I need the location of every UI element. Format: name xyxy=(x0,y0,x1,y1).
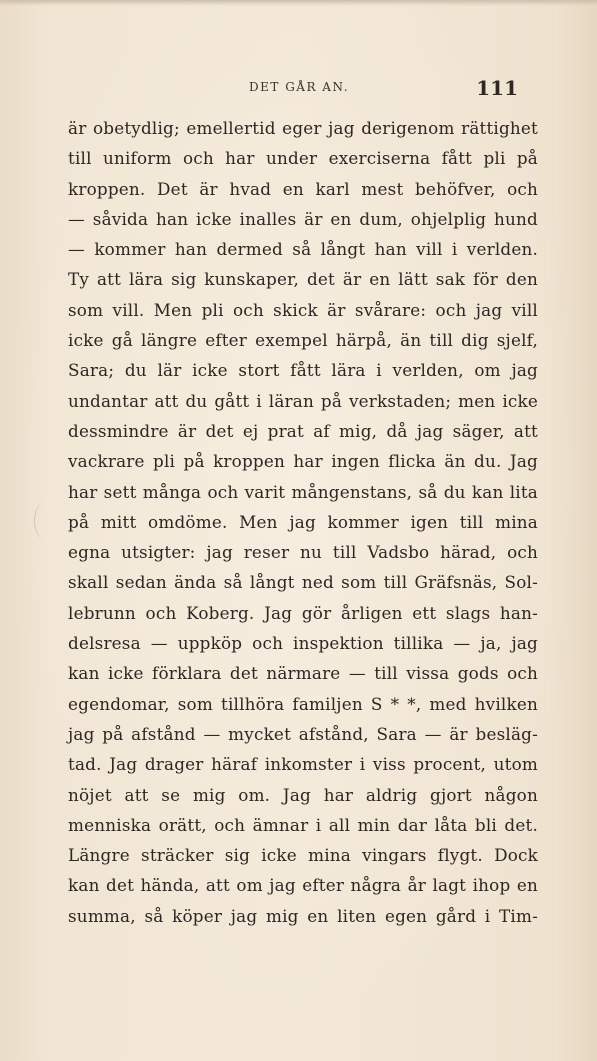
text-line: summa, så köper jag mig en liten egen gård i Tim- xyxy=(68,905,538,926)
text-line: på mitt omdöme. Men jag kommer igen till mina xyxy=(68,511,538,532)
text-line: jag på afstånd — mycket afstånd, Sara — är besläg- xyxy=(68,723,538,744)
text-line: kroppen. Det är hvad en karl mest behöfver, och xyxy=(68,178,538,199)
text-line: — såvida han icke inalles är en dum, ohjelplig hund xyxy=(68,208,538,229)
text-line: vackrare pli på kroppen har ingen flicka än du. Jag xyxy=(68,451,538,472)
text-line: kan det hända, att om jag efter några år lagt ihop en xyxy=(68,875,538,896)
text-line: delsresa — uppköp och inspektion tillika — ja, jag xyxy=(68,633,538,654)
text-line: Längre sträcker sig icke mina vingars flygt. Dock xyxy=(68,845,538,866)
text-line: kan icke förklara det närmare — till vissa gods och xyxy=(68,663,538,684)
body-text xyxy=(68,113,538,931)
text-line: är obetydlig; emellertid eger jag derigenom rättighet xyxy=(68,118,538,138)
text-line: icke gå längre efter exempel härpå, än till dig sjelf, xyxy=(68,330,538,351)
text-line: Ty att lära sig kunskaper, det är en lätt sak för den xyxy=(68,269,538,290)
page-number: 111 xyxy=(476,76,518,100)
page-top-edge xyxy=(0,0,597,6)
text-line: lebrunn och Koberg. Jag gör årligen ett slags han- xyxy=(68,602,538,623)
text-line: Sara; du lär icke stort fått lära i verlden, om jag xyxy=(68,360,538,381)
text-line: egna utsigter: jag reser nu till Vadsbo härad, och xyxy=(68,542,538,563)
text-line: — kommer han dermed så långt han vill i verlden. xyxy=(68,239,538,260)
margin-mark xyxy=(34,502,57,540)
text-line: som vill. Men pli och skick är svårare: och jag vill xyxy=(68,299,538,320)
text-line: menniska orätt, och ämnar i all min dar låta bli det. xyxy=(68,814,538,835)
text-line: skall sedan ända så långt ned som till Gräfsnäs, Sol- xyxy=(68,572,538,593)
text-line: nöjet att se mig om. Jag har aldrig gjort någon xyxy=(68,784,538,805)
page-header xyxy=(68,76,536,102)
running-title: DET GÅR AN. xyxy=(249,80,350,94)
text-line: dessmindre är det ej prat af mig, då jag säger, att xyxy=(68,420,538,441)
text-line: till uniform och har under exerciserna fått pli på xyxy=(68,148,538,169)
text-line: undantar att du gått i läran på verkstaden; men icke xyxy=(68,390,538,411)
text-line: har sett många och varit mångenstans, så du kan lita xyxy=(68,481,538,502)
text-line: egendomar, som tillhöra familjen S * *, med hvilken xyxy=(68,693,538,714)
text-line: tad. Jag drager häraf inkomster i viss procent, utom xyxy=(68,754,538,775)
